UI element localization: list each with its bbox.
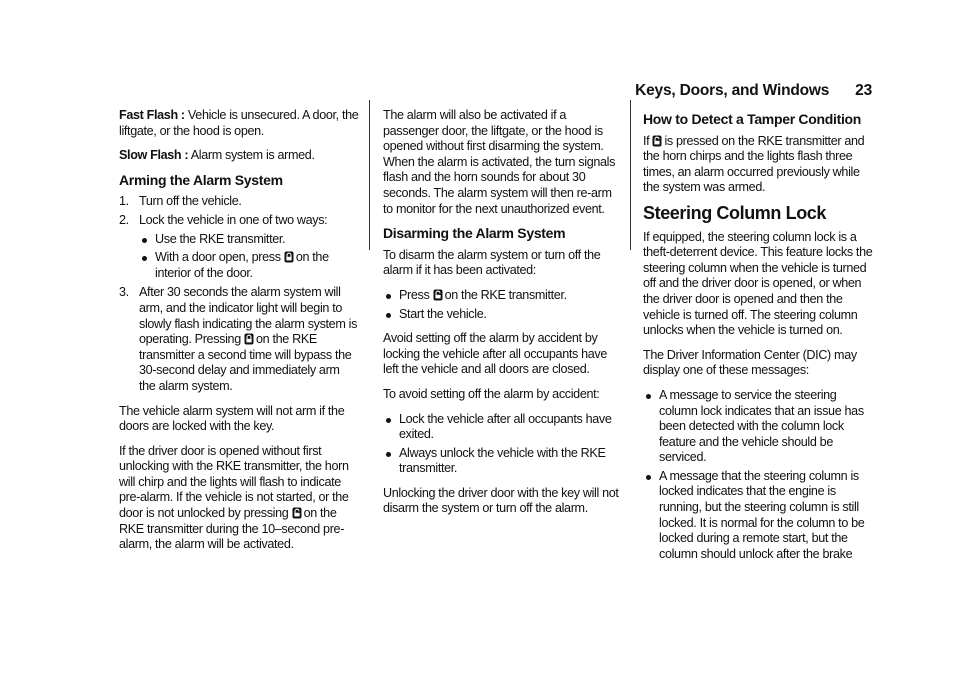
step-2 xyxy=(119,213,359,281)
paragraph: To avoid setting off the alarm by accident: xyxy=(383,386,600,401)
slow-flash-definition xyxy=(119,148,359,164)
disarming-heading: Disarming the Alarm System xyxy=(383,225,566,242)
unlock-icon xyxy=(292,507,302,519)
column-3 xyxy=(643,108,875,571)
paragraph-text: is pressed on the RKE transmitter and the horn chirps and the lights flash three times, an alarm occurred previously while the system was armed. xyxy=(643,133,865,195)
section-title: Keys, Doors, and Windows xyxy=(635,82,830,99)
page-header xyxy=(635,82,872,100)
step-3 xyxy=(119,285,359,394)
fast-flash-definition xyxy=(119,108,359,139)
step-text: Lock the vehicle in one of two ways: xyxy=(139,212,328,227)
arming-steps xyxy=(119,194,359,394)
paragraph-text: on the RKE transmitter during the 10–second pre-alarm, the alarm will be activated. xyxy=(119,506,345,552)
list-item-text: on the interior of the door. xyxy=(155,250,329,280)
lock-methods xyxy=(139,232,359,282)
step-number: 3. xyxy=(119,285,129,300)
fast-flash-text: Vehicle is unsecured. A door, the liftgate, or the hood is open. xyxy=(119,108,359,138)
page-number: 23 xyxy=(855,82,872,99)
column-2 xyxy=(383,108,619,526)
step-number: 2. xyxy=(119,212,129,227)
paragraph: The Driver Information Center (DIC) may display one of these messages: xyxy=(643,347,857,378)
tamper-heading: How to Detect a Tamper Condition xyxy=(643,111,862,127)
slow-flash-term: Slow Flash : xyxy=(119,148,189,163)
column-divider xyxy=(369,100,370,250)
list-item xyxy=(383,288,619,304)
step-text: Turn off the vehicle. xyxy=(139,194,242,209)
unlock-icon xyxy=(652,135,662,147)
paragraph: To disarm the alarm system or turn off the alarm if it has been activated: xyxy=(383,247,601,278)
column-1 xyxy=(119,108,359,562)
lock-icon xyxy=(284,251,294,263)
list-item: Start the vehicle. xyxy=(383,307,619,323)
step-text: After 30 seconds the alarm system will arm, and the indicator light will begin to slowly flash indicating the alarm system is operating. Pressing xyxy=(139,285,358,347)
list-item-text: With a door open, press xyxy=(155,250,284,265)
disarm-list xyxy=(383,288,619,322)
list-item: Always unlock the vehicle with the RKE transmitter. xyxy=(383,446,619,477)
list-item xyxy=(139,250,359,281)
fast-flash-term: Fast Flash : xyxy=(119,108,185,122)
step-number: 1. xyxy=(119,194,129,209)
paragraph xyxy=(119,444,359,553)
paragraph-text: If xyxy=(643,133,653,148)
list-item-text: Press xyxy=(399,287,433,302)
step-text: on the RKE transmitter a second time will bypass the 30-second delay and immediately arm the alarm system. xyxy=(139,332,352,393)
paragraph: If equipped, the steering column lock is a theft-deterrent device. This feature locks the steering column when the vehicle is turned off and the driver door is opened, or when the driver door is opened and then the vehicle is turned off. The steering column unlocks when the vehicle is turned on. xyxy=(643,229,873,338)
dic-messages-list xyxy=(643,388,875,563)
list-item: A message to service the steering column lock indicates that an issue has been detected with the column lock feature and the vehicle should be serviced. xyxy=(643,388,875,466)
arming-heading: Arming the Alarm System xyxy=(119,171,283,188)
slow-flash-text: Alarm system is armed. xyxy=(188,148,315,163)
list-item: A message that the steering column is locked indicates that the engine is running, but the steering column is still locked. It is normal for the column to be locked during a remote start, but the column should unlock after the brake xyxy=(643,469,875,563)
list-item: Use the RKE transmitter. xyxy=(139,232,359,248)
paragraph: Avoid setting off the alarm by accident by locking the vehicle after all occupants have left the vehicle and all doors are closed. xyxy=(383,331,608,377)
list-item: Lock the vehicle after all occupants have exited. xyxy=(383,412,619,443)
lock-icon xyxy=(244,333,254,345)
step-1 xyxy=(119,194,359,210)
paragraph-text: If the driver door is opened without first unlocking with the RKE transmitter, the horn will chirp and the lights will flash to indicate pre-alarm. If the vehicle is not started, or the door is not unlocked by pressing xyxy=(119,443,349,521)
steering-lock-heading: Steering Column Lock xyxy=(643,202,827,223)
column-divider xyxy=(630,100,631,250)
unlock-icon xyxy=(433,289,443,301)
list-item-text: on the RKE transmitter. xyxy=(444,287,567,302)
avoid-list xyxy=(383,412,619,477)
paragraph: The vehicle alarm system will not arm if the doors are locked with the key. xyxy=(119,403,345,434)
paragraph xyxy=(643,134,875,196)
paragraph: Unlocking the driver door with the key will not disarm the system or turn off the alarm. xyxy=(383,485,619,516)
paragraph: The alarm will also be activated if a passenger door, the liftgate, or the hood is opened without first disarming the system. When the alarm is activated, the turn signals flash and the horn sounds for about 30 seconds. The alarm system will then re-arm to monitor for the next unauthorized event. xyxy=(383,108,616,216)
